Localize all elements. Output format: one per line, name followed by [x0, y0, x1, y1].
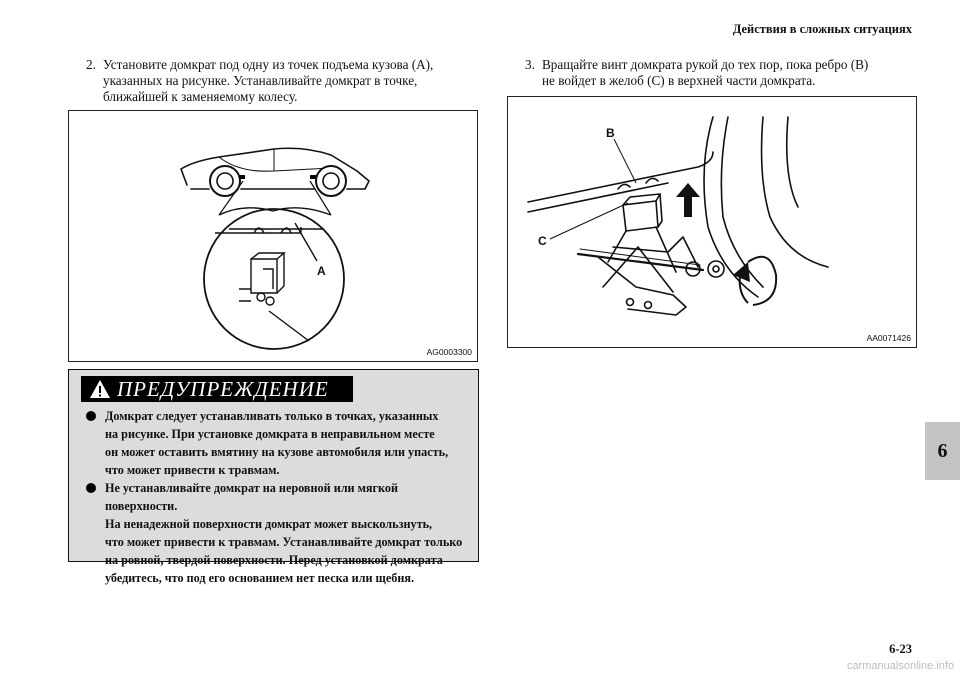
bullet-icon	[86, 483, 96, 493]
warning-line: убедитесь, что под его основанием нет песка или щебня.	[105, 571, 415, 585]
warning-line: Домкрат следует устанавливать только в точках, указанных	[105, 409, 439, 423]
warning-title: ПРЕДУПРЕЖДЕНИЕ	[117, 376, 329, 401]
step-3-line: не войдет в желоб (C) в верхней части домкрата.	[542, 73, 816, 88]
page-number: 6-23	[889, 642, 912, 656]
step-2-line: указанных на рисунке. Устанавливайте домкрат в точке,	[103, 73, 418, 88]
warning-line: он может оставить вмятину на кузове автомобиля или упасть,	[105, 445, 449, 459]
warning-line: на рисунке. При установке домкрата в неправильном месте	[105, 427, 435, 441]
chapter-tab: 6	[925, 422, 960, 480]
warning-box	[68, 369, 479, 585]
figure-code: AG0003300	[426, 347, 472, 357]
warning-list	[83, 407, 473, 587]
bullet-icon	[86, 411, 96, 421]
step-2-line: ближайшей к заменяемому колесу.	[103, 89, 298, 104]
figure-code: AA0071426	[866, 333, 911, 343]
warning-item	[83, 407, 473, 479]
page-header-title: Действия в сложных ситуациях	[732, 22, 912, 36]
warning-line: Не устанавливайте домкрат на неровной или мягкой	[105, 481, 399, 495]
label-b: B	[606, 126, 615, 140]
warning-triangle-icon	[89, 379, 111, 399]
label-c: C	[538, 234, 547, 248]
warning-line: поверхности.	[105, 499, 178, 513]
warning-line: на ровной, твердой поверхности. Перед установкой домкрата	[105, 553, 443, 567]
label-a: A	[317, 264, 326, 278]
step-3-number: 3.	[525, 57, 535, 72]
step-2-instruction	[86, 57, 486, 105]
step-3-line: Вращайте винт домкрата рукой до тех пор, пока ребро (B)	[542, 57, 869, 72]
warning-item	[83, 479, 473, 587]
jack-point-illustration	[68, 110, 478, 362]
step-2-line: Установите домкрат под одну из точек подъема кузова (A),	[103, 57, 434, 72]
warning-line: что может привести к травмам. Устанавливайте домкрат только	[105, 535, 463, 549]
warning-line: На ненадежной поверхности домкрат может выскользнуть,	[105, 517, 433, 531]
car-jack-point-drawing	[69, 111, 477, 361]
scissor-jack-drawing	[508, 97, 916, 347]
watermark: carmanualsonline.info	[846, 660, 954, 672]
step-2-number: 2.	[86, 57, 96, 72]
step-3-text	[542, 57, 925, 89]
warning-line: что может привести к травмам.	[105, 463, 280, 477]
jack-raise-illustration	[507, 96, 917, 348]
step-3-instruction	[525, 57, 925, 89]
step-2-text	[103, 57, 486, 105]
warning-header	[81, 376, 353, 402]
